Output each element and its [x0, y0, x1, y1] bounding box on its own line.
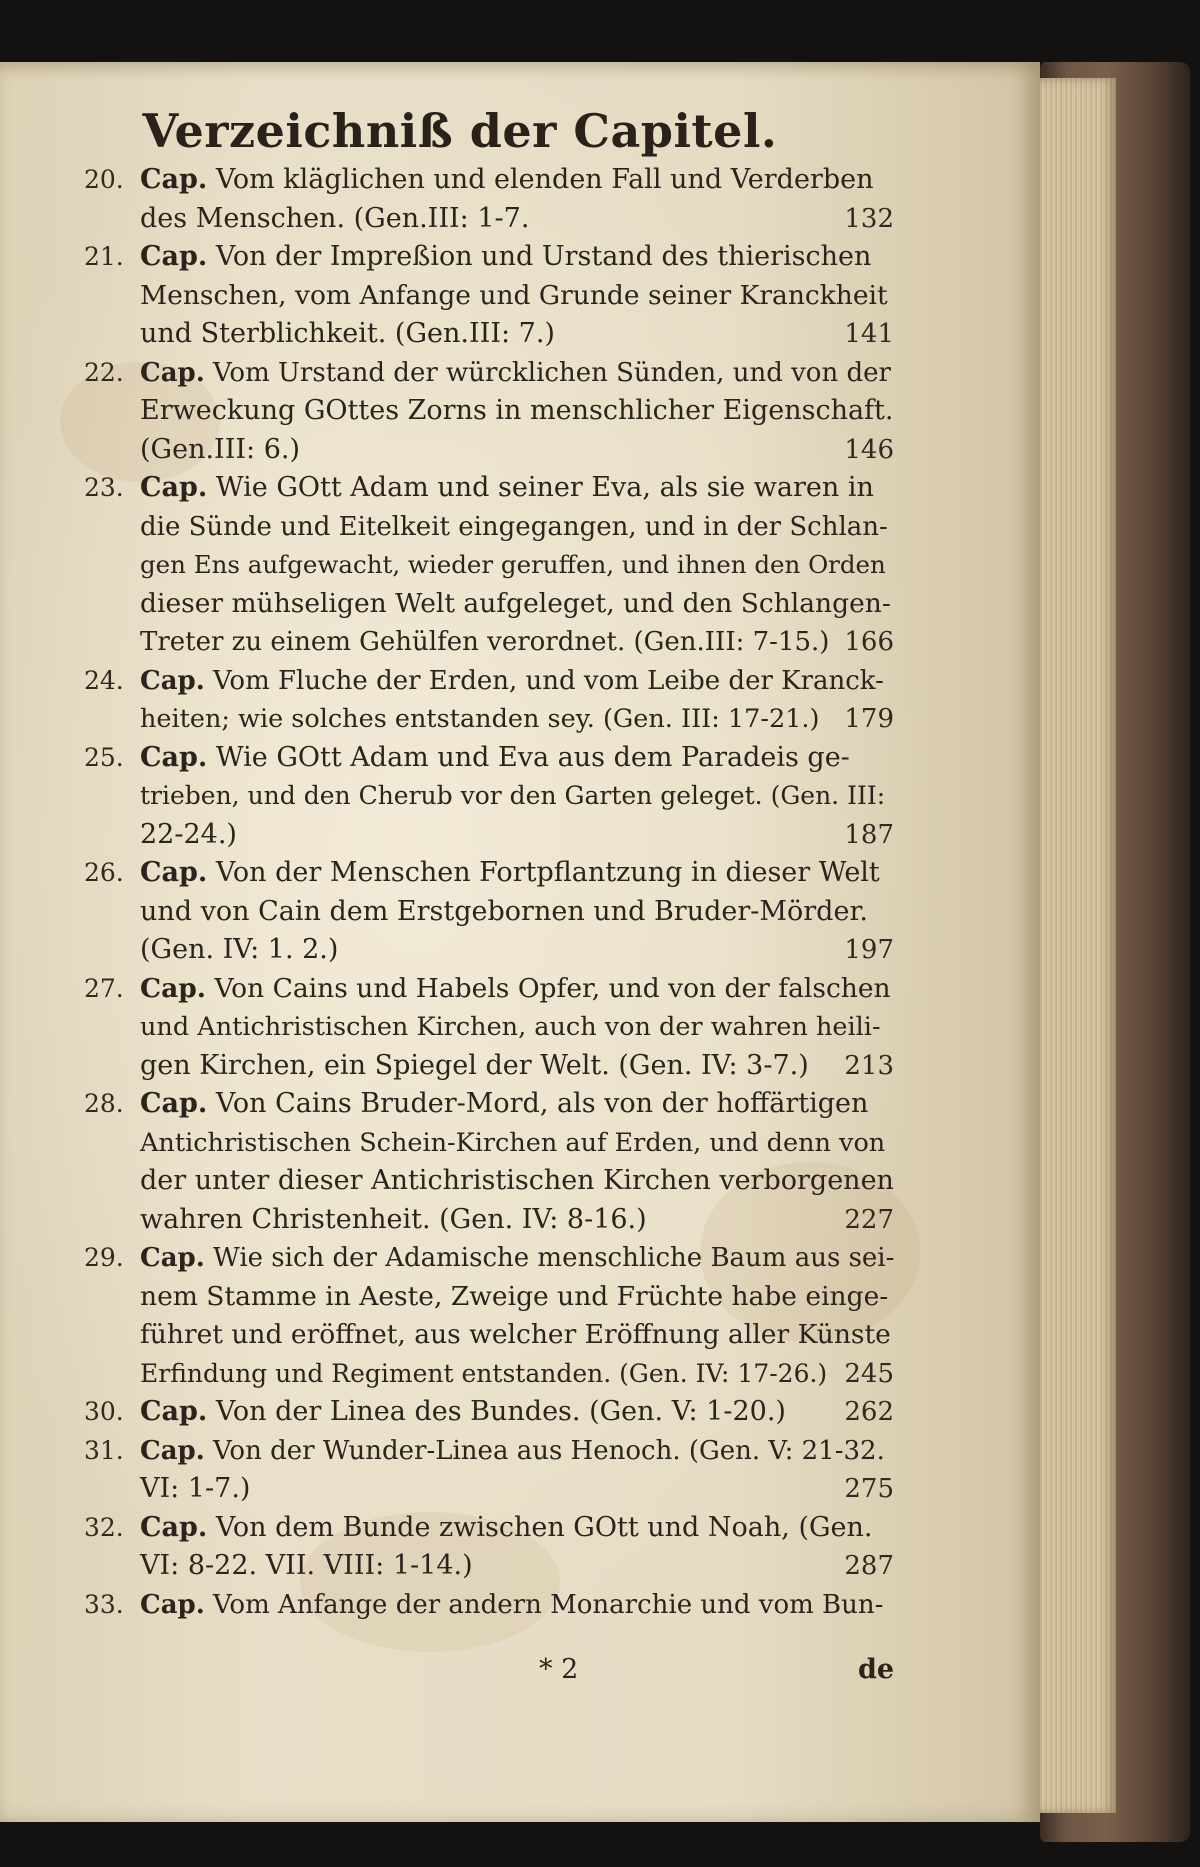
toc-entry	[84, 854, 894, 970]
page-reference: 179	[844, 704, 894, 734]
chapter-number: 27.	[84, 973, 124, 1003]
toc-entry	[84, 1239, 894, 1393]
chapter-title-text: trieben, und den Cherub vor den Garten geleget. (Gen. III:	[140, 781, 886, 810]
toc-entry	[84, 970, 894, 1086]
toc-line	[84, 1162, 894, 1201]
toc-line	[84, 431, 894, 470]
toc-line	[84, 315, 894, 354]
chapter-title-text: Erweckung GOttes Zorns in menschlicher Eigenschaft.	[140, 395, 894, 426]
chapter-title-text: Menschen, vom Anfange und Grunde seiner Kranckheit	[140, 279, 888, 311]
table-of-contents	[84, 161, 894, 1624]
chapter-title-text: dieser mühseligen Welt aufgeleget, und den Schlangen-	[140, 587, 891, 619]
signature-mark: * 2	[539, 1654, 579, 1685]
chapter-number: 22.	[84, 357, 124, 387]
chapter-title-text: Cap. Von der Wunder-Linea aus Henoch. (Gen. V: 21-32.	[140, 1435, 885, 1466]
toc-line	[84, 777, 894, 816]
toc-line	[84, 739, 894, 778]
chapter-number: 24.	[84, 665, 124, 695]
chapter-title-text: führet und eröffnet, aus welcher Eröffnung aller Künste	[140, 1319, 891, 1350]
chapter-number: 26.	[84, 858, 124, 887]
page-footer	[84, 1654, 894, 1694]
chapter-title-text: Cap. Wie GOtt Adam und seiner Eva, als sie waren in	[140, 472, 874, 503]
toc-line	[84, 392, 894, 431]
chapter-title-text: 22-24.)	[140, 818, 237, 850]
page-heading: Verzeichniß der Capitel.	[142, 104, 778, 158]
toc-line	[84, 1470, 894, 1509]
page-reference: 275	[844, 1474, 894, 1504]
chapter-number: 30.	[84, 1397, 124, 1426]
toc-entry	[84, 739, 894, 855]
toc-entry	[84, 354, 894, 470]
toc-line	[84, 238, 894, 277]
chapter-title-text: die Sünde und Eitelkeit eingegangen, und in der Schlan-	[140, 511, 888, 542]
toc-line	[84, 1085, 894, 1124]
chapter-title-text: und Antichristischen Kirchen, auch von der wahren heili-	[140, 1012, 881, 1042]
page-reference: 262	[844, 1397, 894, 1427]
page-edges	[1038, 78, 1116, 1813]
toc-entry	[84, 1509, 894, 1586]
toc-line	[84, 1278, 894, 1317]
chapter-title-text: Cap. Vom kläglichen und elenden Fall und Verderben	[140, 164, 874, 195]
chapter-number: 33.	[84, 1589, 124, 1619]
page-reference: 187	[844, 819, 894, 850]
toc-line	[84, 1316, 894, 1355]
toc-entry	[84, 161, 894, 238]
chapter-number: 32.	[84, 1512, 124, 1542]
toc-line	[84, 1201, 894, 1240]
toc-line	[84, 893, 894, 932]
page-reference: 141	[844, 319, 894, 349]
chapter-title-text: und Sterblichkeit. (Gen.III: 7.)	[140, 318, 555, 349]
toc-line	[84, 1124, 894, 1163]
toc-line	[84, 931, 894, 970]
toc-line	[84, 1586, 894, 1625]
page-reference: 245	[844, 1358, 894, 1389]
toc-entry	[84, 662, 894, 739]
page-reference: 146	[844, 434, 894, 465]
toc-line	[84, 854, 894, 893]
toc-entry	[84, 238, 894, 354]
toc-line	[84, 1432, 894, 1471]
chapter-number: 21.	[84, 242, 124, 271]
toc-entry	[84, 1393, 894, 1432]
chapter-title-text: Antichristischen Schein-Kirchen auf Erden, und denn von	[140, 1127, 886, 1158]
chapter-title-text: und von Cain dem Erstgebornen und Bruder-Mörder.	[140, 895, 868, 927]
chapter-title-text: Cap. Von Cains und Habels Opfer, und von der falschen	[140, 972, 891, 1004]
page-reference: 287	[844, 1551, 894, 1581]
chapter-title-text: Cap. Vom Anfange der andern Monarchie und vom Bun-	[140, 1589, 884, 1620]
page-reference: 213	[844, 1050, 894, 1081]
toc-line	[84, 1355, 894, 1394]
toc-line	[84, 970, 894, 1009]
chapter-title-text: VI: 8-22. VII. VIII: 1-14.)	[140, 1550, 473, 1581]
chapter-number: 31.	[84, 1435, 124, 1465]
chapter-title-text: VI: 1-7.)	[140, 1473, 251, 1504]
book-page	[0, 62, 1040, 1822]
chapter-number: 23.	[84, 473, 124, 502]
chapter-number: 20.	[84, 165, 124, 194]
toc-line	[84, 508, 894, 547]
toc-line	[84, 546, 894, 585]
chapter-title-text: Erfindung und Regiment entstanden. (Gen. IV: 17-26.)	[140, 1358, 828, 1388]
toc-line	[84, 700, 894, 739]
chapter-title-text: Cap. Von der Impreßion und Urstand des thierischen	[140, 241, 872, 272]
chapter-title-text: heiten; wie solches entstanden sey. (Gen. III: 17-21.)	[140, 704, 820, 734]
page-reference: 166	[844, 627, 894, 657]
chapter-number: 28.	[84, 1089, 124, 1118]
toc-line	[84, 585, 894, 624]
chapter-title-text: Cap. Von Cains Bruder-Mord, als von der hoffärtigen	[140, 1088, 869, 1119]
toc-entry	[84, 1085, 894, 1239]
toc-line	[84, 1393, 894, 1432]
page-reference: 197	[844, 935, 894, 965]
chapter-title-text: der unter dieser Antichristischen Kirchen verborgenen	[140, 1165, 894, 1196]
toc-line	[84, 161, 894, 200]
chapter-title-text: Cap. Wie GOtt Adam und Eva aus dem Paradeis ge-	[140, 741, 850, 773]
toc-line	[84, 816, 894, 855]
toc-entry	[84, 1432, 894, 1509]
chapter-number: 29.	[84, 1243, 124, 1272]
chapter-title-text: Cap. Von der Menschen Fortpflantzung in dieser Welt	[140, 857, 880, 888]
toc-line	[84, 1509, 894, 1548]
page-reference: 132	[844, 203, 894, 234]
page-reference: 227	[844, 1204, 894, 1235]
toc-line	[84, 1047, 894, 1086]
toc-line	[84, 623, 894, 662]
chapter-title-text: Cap. Von der Linea des Bundes. (Gen. V: 1-20.)	[140, 1396, 786, 1427]
chapter-title-text: nem Stamme in Aeste, Zweige und Früchte habe einge-	[140, 1280, 889, 1312]
chapter-title-text: wahren Christenheit. (Gen. IV: 8-16.)	[140, 1203, 647, 1235]
chapter-title-text: Cap. Von dem Bunde zwischen GOtt und Noah, (Gen.	[140, 1511, 873, 1543]
toc-line	[84, 662, 894, 701]
toc-line	[84, 277, 894, 316]
toc-entry	[84, 469, 894, 662]
toc-line	[84, 469, 894, 508]
toc-entry	[84, 1586, 894, 1625]
chapter-title-text: gen Ens aufgewacht, wieder geruffen, und ihnen den Orden	[140, 550, 886, 579]
chapter-title-text: des Menschen. (Gen.III: 1-7.	[140, 202, 530, 234]
toc-line	[84, 1239, 894, 1278]
toc-line	[84, 200, 894, 239]
chapter-title-text: Cap. Vom Urstand der würcklichen Sünden, und von der	[140, 357, 891, 388]
catchword: de	[857, 1654, 894, 1685]
chapter-title-text: Cap. Vom Fluche der Erden, und vom Leibe der Kranck-	[140, 665, 884, 696]
chapter-number: 25.	[84, 742, 124, 772]
toc-line	[84, 1008, 894, 1047]
chapter-title-text: gen Kirchen, ein Spiegel der Welt. (Gen. IV: 3-7.)	[140, 1049, 809, 1081]
chapter-title-text: (Gen.III: 6.)	[140, 433, 301, 465]
toc-line	[84, 1547, 894, 1586]
chapter-title-text: (Gen. IV: 1. 2.)	[140, 934, 339, 965]
chapter-title-text: Treter zu einem Gehülfen verordnet. (Gen.III: 7-15.)	[140, 627, 830, 657]
toc-line	[84, 354, 894, 393]
chapter-title-text: Cap. Wie sich der Adamische menschliche Baum aus sei-	[140, 1243, 895, 1273]
